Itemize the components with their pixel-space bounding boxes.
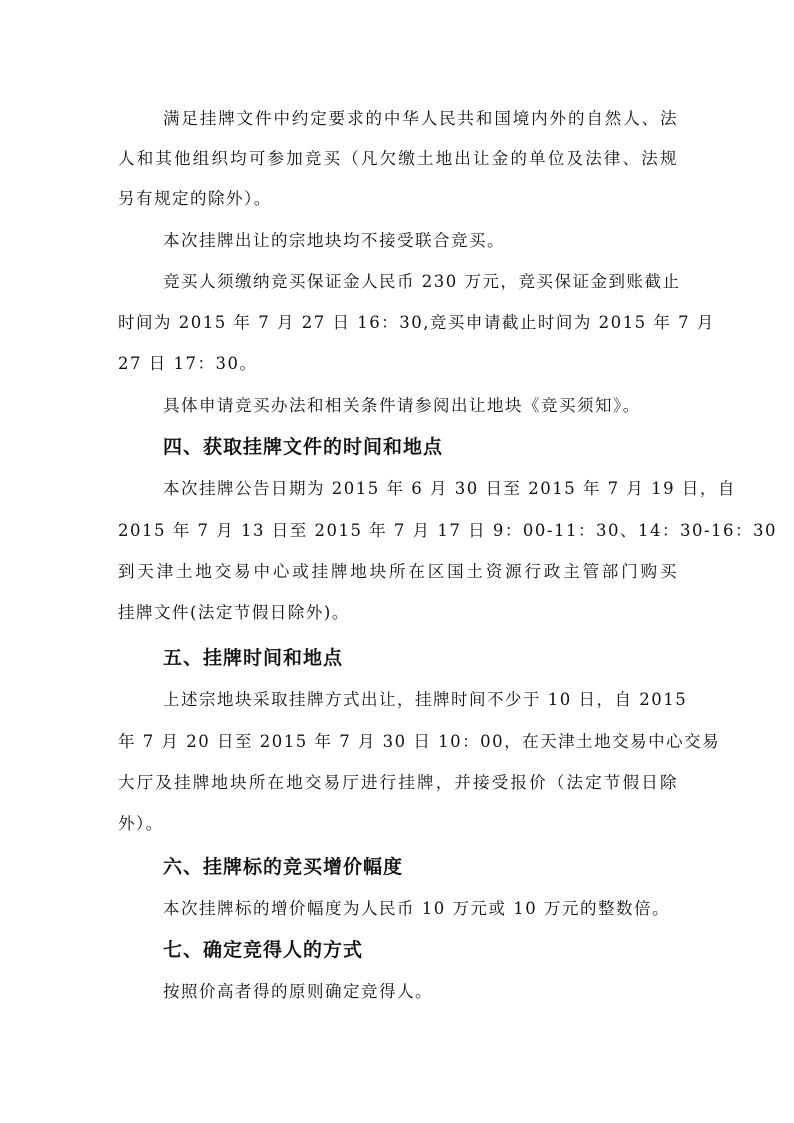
paragraph-line: 人和其他组织均可参加竞买（凡欠缴土地出让金的单位及法律、法规: [118, 149, 678, 168]
paragraph-line: 外）。: [118, 814, 164, 833]
paragraph-line: 另有规定的除外）。: [118, 189, 272, 208]
paragraph-line: 年 7 月 20 日至 2015 年 7 月 30 日 10：00，在天津土地交易中心交易: [118, 732, 721, 751]
paragraph-line: 按照价高者得的原则确定竞得人。: [163, 982, 433, 1001]
section-heading: 七、确定竞得人的方式: [163, 939, 364, 961]
paragraph-line: 挂牌文件(法定节假日除外)。: [118, 603, 350, 622]
paragraph-line: 2015 年 7 月 13 日至 2015 年 7 月 17 日 9：00-11：30、14：30-16：30: [118, 521, 778, 540]
section-heading: 五、挂牌时间和地点: [163, 647, 344, 669]
paragraph-line: 本次挂牌公告日期为 2015 年 6 月 30 日至 2015 年 7 月 19 日，自: [163, 479, 736, 498]
paragraph-line: 27 日 17：30。: [118, 354, 258, 373]
paragraph-line: 大厅及挂牌地块所在地交易厅进行挂牌，并接受报价（法定节假日除: [118, 773, 678, 792]
paragraph-line: 到天津土地交易中心或挂牌地块所在区国土资源行政主管部门购买: [118, 562, 678, 581]
paragraph-line: 上述宗地块采取挂牌方式出让，挂牌时间不少于 10 日，自 2015: [163, 690, 688, 709]
paragraph-line: 本次挂牌标的增价幅度为人民币 10 万元或 10 万元的整数倍。: [163, 899, 670, 918]
paragraph-line: 时间为 2015 年 7 月 27 日 16：30,竞买申请截止时间为 2015 年 7 月: [118, 313, 715, 332]
paragraph-line: 竞买人须缴纳竞买保证金人民币 230 万元，竞买保证金到账截止: [163, 272, 681, 291]
section-heading: 六、挂牌标的竞买增价幅度: [163, 856, 404, 878]
paragraph-line: 本次挂牌出让的宗地块均不接受联合竞买。: [163, 231, 505, 250]
paragraph-line: 满足挂牌文件中约定要求的中华人民共和国境内外的自然人、法: [163, 109, 678, 128]
paragraph-line: 具体申请竞买办法和相关条件请参阅出让地块《竞买须知》。: [163, 396, 641, 415]
section-heading: 四、获取挂牌文件的时间和地点: [163, 436, 444, 458]
